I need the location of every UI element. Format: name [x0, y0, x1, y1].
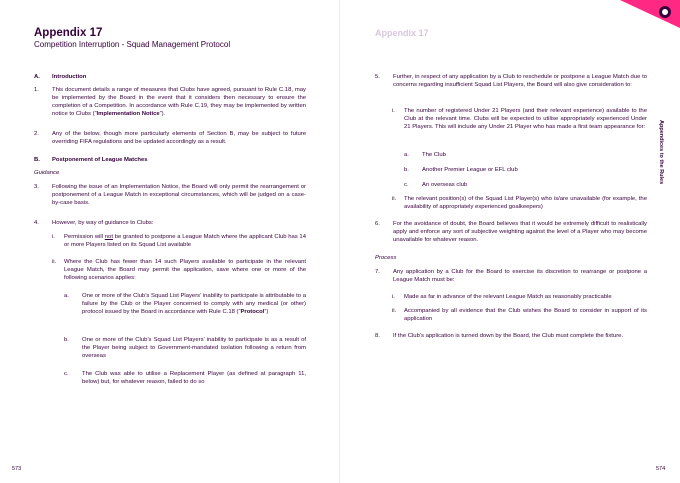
paragraph-5: 5. Further, in respect of any application by a Club to reschedule or postpone a League Match due to concerns regarding insufficient Squad List Players, the Board will also give consideration to: — [375, 74, 647, 89]
paragraph-2: 2. Any of the below, though more particularly elements of Section B, may be subject to future overriding FIFA regulations and be updated accordingly as a result. — [34, 131, 306, 146]
paragraph-1: 1. This document details a range of measures that Clubs have agreed, pursuant to Rule C.18, may be implemented by the Board in the event that it considers then necessary to ensure the completion of a Competition. In accordance with Rule C.19, they may be implemented by written notice to Clubs (“Implementation Notice”). — [34, 87, 306, 118]
consideration-i: i. The number of registered Under 21 Players (and their relevant experience) available to the Club at the relevant time. Clubs will be expected to utilise appropriately experienced Under 21 Players. This will include any Under 21 Player who has made a first team appearance for: — [392, 108, 647, 131]
scenario-b: b. One or more of the Club’s Squad List Players’ inability to participate is as a result of the Player being subject to Government-mandated isolation following a return from overseas — [64, 337, 306, 360]
paragraph-8: 8. If the Club’s application is turned down by the Board, the Club must complete the fixture. — [375, 333, 624, 339]
scenario-a: a. One or more of the Club’s Squad List Players’ inability to participate is attributable to a failure by the Club or the Player concerned to comply with any medical (or other) protocol issued by the Board in accordance with Rule C.18 (“Protocol”) — [64, 293, 306, 316]
section-b-heading: B. Postponement of League Matches — [34, 157, 148, 163]
section-a-heading: A. Introduction — [34, 74, 87, 80]
first-team-b: b. Another Premier League or EFL club — [404, 167, 518, 173]
paragraph-7: 7. Any application by a Club for the Board to exercise its discretion to rearrange or postpone a League Match must be: — [375, 269, 647, 284]
paragraph-3: 3. Following the issue of an Implementation Notice, the Board will only permit the rearrangement or postponement of a League Match in exceptional circumstances, which will be judged on a case-by-case basis. — [34, 184, 306, 207]
scenario-c: c. The Club was able to utilise a Replacement Player (as defined at paragraph 11, below) but, for whatever reason, failed to do so — [64, 371, 306, 386]
guidance-label: Guidance — [34, 170, 60, 176]
guidance-item-i: i. Permission will not be granted to postpone a League Match where the applicant Club has 14 or more Players listed on its Squad List available — [52, 234, 306, 249]
consideration-ii: ii. The relevant position(s) of the Squad List Player(s) who is/are unavailable (for example, the availability of appropriately experienced goalkeepers) — [392, 196, 647, 211]
process-item-i: i. Made as far in advance of the relevant League Match as reasonably practicable — [392, 294, 612, 300]
process-item-ii: ii. Accompanied by all evidence that the Club wishes the Board to consider in support of its application — [392, 308, 647, 323]
paragraph-4: 4. However, by way of guidance to Clubs: — [34, 220, 154, 226]
page-title: Appendix 17 — [34, 27, 103, 39]
paragraph-6: 6. For the avoidance of doubt, the Board believes that it would be extremely difficult to realistically apply and enforce any sort of subjective weighting against the level of a Player who may become unavailable for whatever reason. — [375, 221, 647, 244]
page-number-right: 574 — [656, 466, 666, 472]
ghost-title: Appendix 17 — [375, 28, 429, 38]
lion-logo-icon — [659, 6, 671, 18]
page-number-left: 573 — [12, 466, 22, 472]
guidance-item-ii: ii. Where the Club has fewer than 14 such Players available to participate in the relevant League Match, the Board may permit the application, save where one or more of the following scenarios applies: — [52, 259, 306, 282]
process-label: Process — [375, 255, 397, 261]
corner-accent — [620, 0, 680, 28]
page-subtitle: Competition Interruption - Squad Management Protocol — [34, 40, 231, 49]
side-tab: Appendices to the Rules — [658, 120, 664, 185]
first-team-c: c. An overseas club — [404, 182, 468, 188]
first-team-a: a. The Club — [404, 152, 446, 158]
